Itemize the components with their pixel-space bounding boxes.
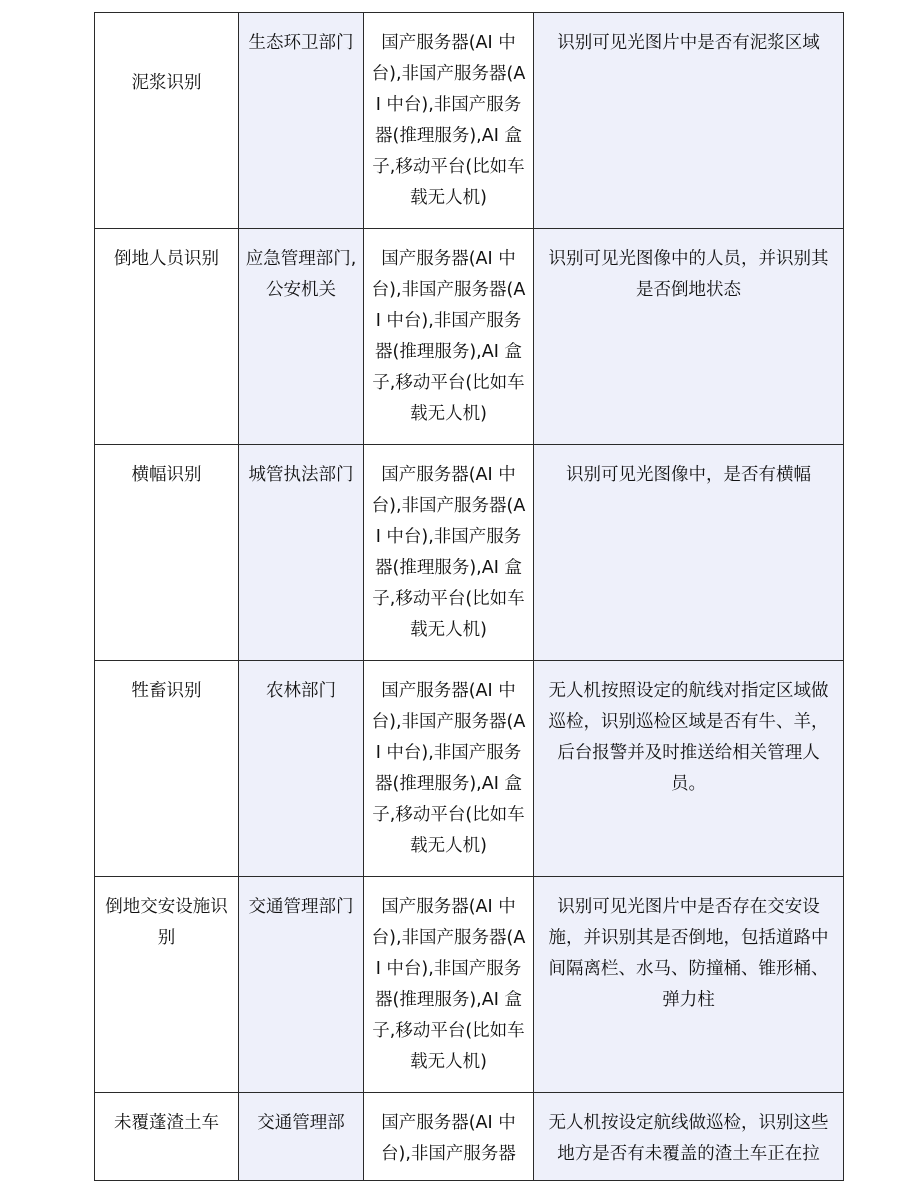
description-cell: 无人机按照设定的航线对指定区域做巡检，识别巡检区域是否有牛、羊，后台报警并及时推送给相关管理人员。: [534, 661, 844, 877]
table-row: [95, 13, 844, 229]
department-cell: 农林部门: [239, 661, 364, 877]
description-cell: 识别可见光图片中是否有泥浆区域: [534, 13, 844, 229]
algorithm-name-cell: 牲畜识别: [95, 661, 239, 877]
platform-cell: 国产服务器(AI 中台),非国产服务器: [364, 1093, 534, 1181]
algorithm-name-cell: 未覆蓬渣土车: [95, 1093, 239, 1181]
description-cell: 识别可见光图像中，是否有横幅: [534, 445, 844, 661]
table-row: [95, 229, 844, 445]
description-cell: 识别可见光图片中是否存在交安设施，并识别其是否倒地，包括道路中间隔离栏、水马、防撞桶、锥形桶、弹力柱: [534, 877, 844, 1093]
platform-cell: 国产服务器(AI 中台),非国产服务器(AI 中台),非国产服务器(推理服务),AI 盒子,移动平台(比如车载无人机): [364, 13, 534, 229]
algorithm-name-cell: 倒地人员识别: [95, 229, 239, 445]
platform-cell: 国产服务器(AI 中台),非国产服务器(AI 中台),非国产服务器(推理服务),AI 盒子,移动平台(比如车载无人机): [364, 877, 534, 1093]
table-row: [95, 445, 844, 661]
description-cell: 识别可见光图像中的人员，并识别其是否倒地状态: [534, 229, 844, 445]
table-row: [95, 1093, 844, 1181]
algorithm-name-cell: 横幅识别: [95, 445, 239, 661]
department-cell: 应急管理部门,公安机关: [239, 229, 364, 445]
department-cell: 城管执法部门: [239, 445, 364, 661]
platform-cell: 国产服务器(AI 中台),非国产服务器(AI 中台),非国产服务器(推理服务),AI 盒子,移动平台(比如车载无人机): [364, 445, 534, 661]
description-cell: 无人机按设定航线做巡检，识别这些地方是否有未覆盖的渣土车正在拉: [534, 1093, 844, 1181]
department-cell: 交通管理部门: [239, 877, 364, 1093]
department-cell: 交通管理部: [239, 1093, 364, 1181]
platform-cell: 国产服务器(AI 中台),非国产服务器(AI 中台),非国产服务器(推理服务),AI 盒子,移动平台(比如车载无人机): [364, 661, 534, 877]
algorithm-name-cell: 倒地交安设施识别: [95, 877, 239, 1093]
table-row: [95, 877, 844, 1093]
table-row: [95, 661, 844, 877]
platform-cell: 国产服务器(AI 中台),非国产服务器(AI 中台),非国产服务器(推理服务),AI 盒子,移动平台(比如车载无人机): [364, 229, 534, 445]
department-cell: 生态环卫部门: [239, 13, 364, 229]
algorithm-table: [94, 12, 844, 1181]
algorithm-name-cell: 泥浆识别: [95, 13, 239, 229]
